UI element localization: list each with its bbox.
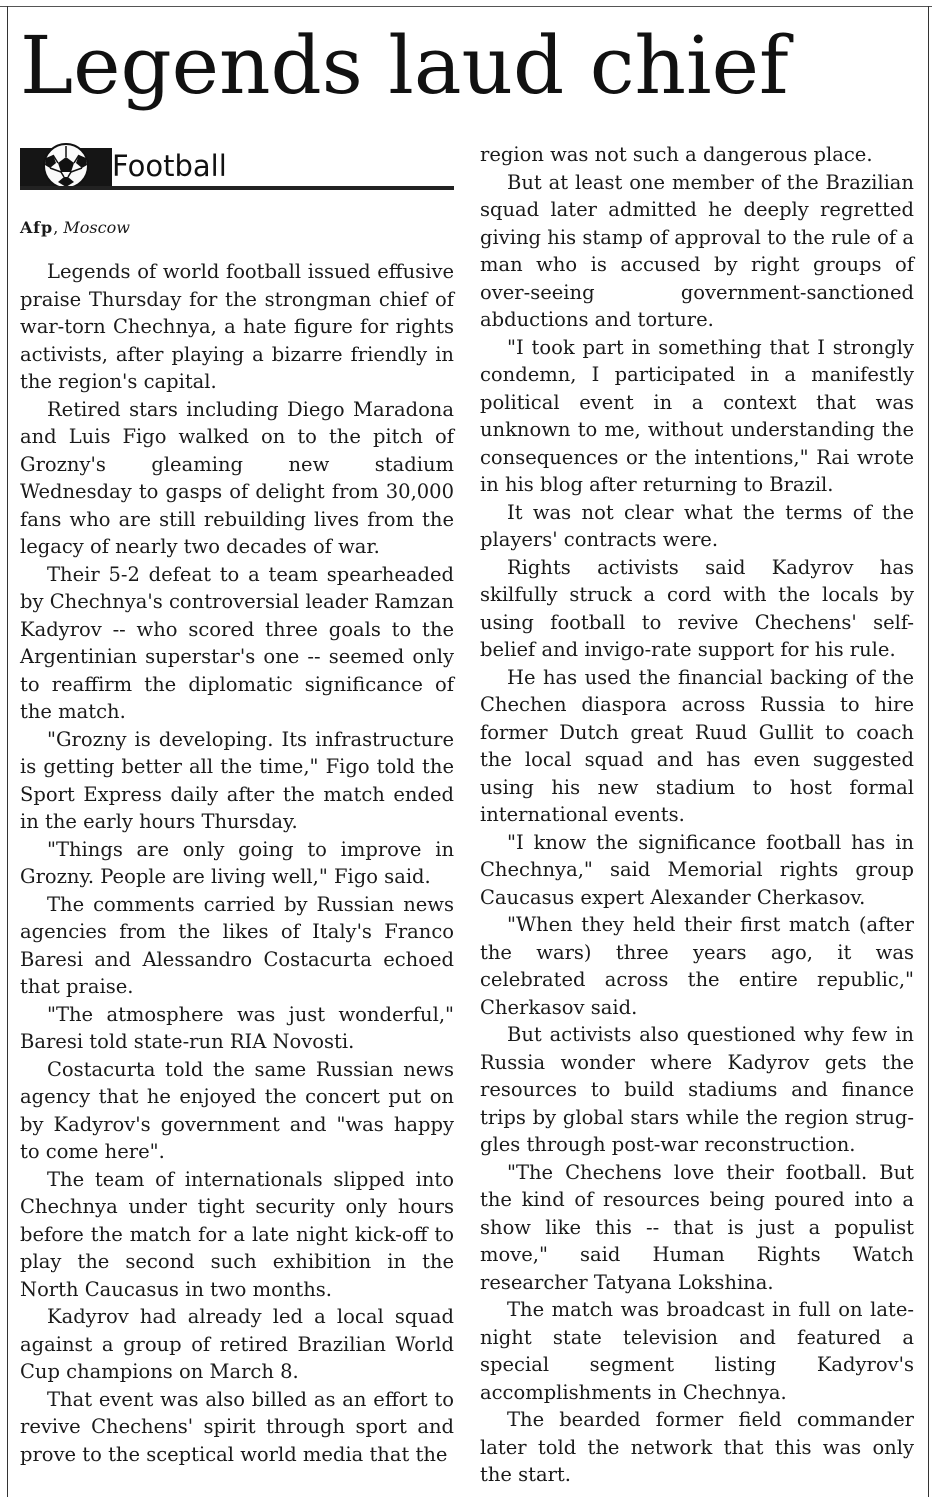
top-rule bbox=[0, 6, 932, 7]
section-underline bbox=[20, 186, 454, 190]
byline-city: Moscow bbox=[63, 218, 130, 237]
right-border-rule bbox=[928, 6, 929, 1497]
paragraph: Kadyrov had already led a local squad against a group of retired Brazilian World Cup champions on March 8. bbox=[20, 1305, 454, 1383]
section-label: Football bbox=[112, 149, 227, 183]
paragraph: Their 5-2 defeat to a team spearheaded by Chechnya's controversial leader Ramzan Kadyrov -- who scored three goals to the Argentinian superstar's one -- seemed only to reaffirm the diplomatic significance of the match. bbox=[20, 562, 454, 723]
paragraph: That event was also billed as an effort to revive Chechens' spirit through sport and prove to the sceptical world media that the bbox=[20, 1387, 454, 1466]
paragraph: "The Chechens love their football. But the kind of resources being poured into a show like this -- that is just a populist move," said Human Rights Watch researcher Tatyana Lokshina. bbox=[480, 1160, 914, 1294]
headline: Legends laud chief bbox=[20, 19, 789, 112]
paragraph: Costacurta told the same Russian news agency that he enjoyed the concert put on by Kadyrov's government and "was happy to come here". bbox=[20, 1057, 454, 1163]
paragraph: "I know the significance football has in Chechnya," said Memorial rights group Caucasus expert Alexander Cherkasov. bbox=[480, 830, 914, 909]
paragraph: The comments carried by Russian news agencies from the likes of Italy's Franco Baresi and Alessandro Costacurta echoed that praise. bbox=[20, 892, 454, 998]
paragraph: The bearded former field commander later told the network that this was only the start. bbox=[480, 1408, 914, 1486]
paragraph: But activists also questioned why few in Russia wonder where Kadyrov gets the resources to build stadiums and finance trips by global stars while the region strug-gles through post-war reconstruction. bbox=[480, 1023, 914, 1156]
paragraph-continued: region was not such a dangerous place. bbox=[480, 143, 873, 166]
left-border-rule bbox=[7, 6, 8, 1497]
paragraph: He has used the financial backing of the Chechen diaspora across Russia to hire former Dutch great Ruud Gullit to coach the local squad and has even suggested using his new stadium to host formal international events. bbox=[480, 665, 914, 826]
paragraph: "I took part in something that I strongly condemn, I participated in a manifestly political event in a context that was unknown to me, without understanding the consequences or the intentions," Rai wrote in his blog after returning to Brazil. bbox=[480, 335, 914, 496]
paragraph: It was not clear what the terms of the players' contracts were. bbox=[480, 500, 914, 551]
byline-agency: Afp bbox=[20, 218, 54, 237]
left-column bbox=[20, 258, 454, 1468]
paragraph: "When they held their first match (after the wars) three years ago, it was celebrated across the entire republic," Cherkasov said. bbox=[480, 913, 914, 1019]
paragraph: The match was broadcast in full on late-night state television and featured a special segment listing Kadyrov's accomplishments in Chechnya. bbox=[480, 1298, 914, 1404]
paragraph: Retired stars including Diego Maradona and Luis Figo walked on to the pitch of Grozny's gleaming new stadium Wednesday to gasps of delight from 30,000 fans who are still rebuilding lives from the legacy of nearly two decades of war. bbox=[20, 397, 454, 558]
right-column bbox=[480, 141, 914, 1489]
paragraph: Legends of world football issued effusive praise Thursday for the strongman chief of war-torn Chechnya, a hate figure for rights activists, after playing a bizarre friendly in the region's capital. bbox=[20, 260, 454, 393]
paragraph: "The atmosphere was just wonderful," Baresi told state-run RIA Novosti. bbox=[20, 1002, 454, 1053]
paragraph: Rights activists said Kadyrov has skilfully struck a cord with the locals by using football to revive Chechens' self-belief and invigo-rate support for his rule. bbox=[480, 555, 914, 661]
paragraph: "Things are only going to improve in Grozny. People are living well," Figo said. bbox=[20, 837, 454, 888]
section-bar bbox=[20, 142, 454, 192]
football-icon bbox=[20, 142, 112, 190]
paragraph: But at least one member of the Brazilian squad later admitted he deeply regretted giving his stamp of approval to the rule of a man who is accused by right groups of over-seeing government-sanctioned abductions and torture. bbox=[480, 170, 914, 331]
byline: Afp, Moscow bbox=[20, 218, 130, 237]
paragraph: "Grozny is developing. Its infrastructure is getting better all the time," Figo told the Sport Express daily after the match ended in the early hours Thursday. bbox=[20, 727, 454, 833]
paragraph: The team of internationals slipped into Chechnya under tight security only hours before the match for a late night kick-off to play the second such exhibition in the North Caucasus in two months. bbox=[20, 1167, 454, 1301]
